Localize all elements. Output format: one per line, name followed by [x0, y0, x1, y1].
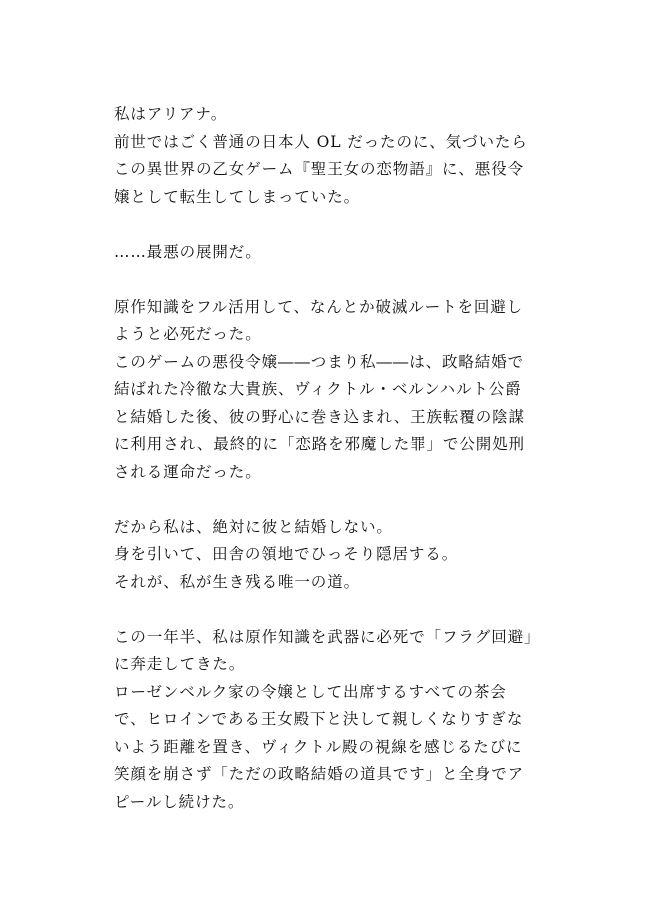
paragraph-5 [114, 624, 554, 817]
paragraph-spacer [114, 596, 554, 624]
paragraph-spacer [114, 486, 554, 514]
text-line: と結婚した後、彼の野心に巻き込まれ、王族転覆の陰謀 [114, 407, 525, 426]
text-line: ようと必死だった。 [114, 325, 262, 343]
paragraph-2 [114, 239, 554, 267]
text-line: 原作知識をフル活用して、なんとか破滅ルートを回避し [114, 297, 524, 316]
text-line: 私はアリアナ。 [114, 105, 228, 123]
paragraph-1 [114, 101, 554, 211]
text-line: ……最悪の展開だ。 [114, 242, 262, 261]
text-line: この一年半、私は原作知識を武器に必死で「フラグ回避」 [114, 627, 541, 646]
paragraph-spacer [114, 211, 554, 239]
text-line: に奔走してきた。 [114, 655, 246, 673]
body-text [114, 101, 554, 816]
text-line: いよう距離を置き、ヴィクトル殿の視線を感じるたびに [114, 737, 523, 756]
text-line: 嬢として転生してしまっていた。 [114, 187, 361, 206]
paragraph-3 [114, 294, 554, 487]
text-line: される運命だった。 [114, 462, 262, 481]
text-line: この異世界の乙女ゲーム『聖王女の恋物語』に、悪役令 [114, 160, 525, 178]
text-line: ピールし続けた。 [114, 792, 245, 811]
text-line: 結ばれた冷徹な大貴族、ヴィクトル・ベルンハルト公爵 [114, 380, 522, 398]
text-line: このゲームの悪役令嬢――つまり私――は、政略結婚で [114, 352, 525, 371]
text-line: 笑顔を崩さず「ただの政略結婚の道具です」と全身でア [114, 765, 525, 783]
text-line: に利用され、最終的に「恋路を邪魔した罪」で公開処刑 [114, 435, 525, 453]
text-line: それが、私が生き残る唯一の道。 [114, 572, 361, 591]
text-line: だから私は、絶対に彼と結婚しない。 [114, 517, 393, 536]
text-line: 前世ではごく普通の日本人 OL だったのに、気づいたら [114, 132, 528, 151]
paragraph-spacer [114, 266, 554, 294]
text-line: で、ヒロインである王女殿下と決して親しくなりすぎな [114, 710, 524, 728]
text-line: ローゼンベルク家の令嬢として出席するすべての茶会 [114, 682, 507, 701]
paragraph-4 [114, 514, 554, 597]
text-line: 身を引いて、田舎の領地でひっそり隠居する。 [114, 545, 459, 563]
